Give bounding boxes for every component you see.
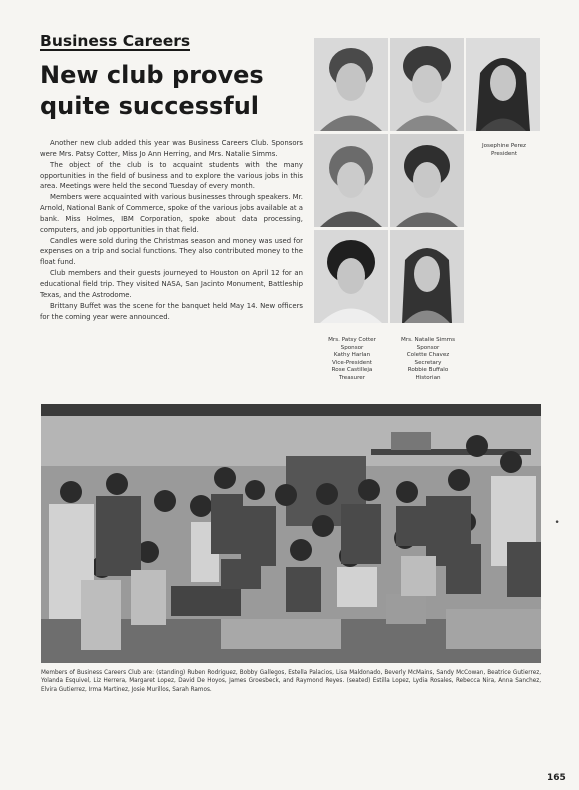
margin-mark: •: [553, 517, 563, 529]
caption-line: Historian: [415, 374, 441, 381]
portrait-josephine-perez: [466, 38, 540, 131]
article-paragraph: The object of the club is to acquaint students with the many opportunities in the field of business and to explore the various jobs in this area. Meetings were held the second Tuesday of every month.: [40, 160, 303, 191]
section-heading: Business Careers: [40, 32, 191, 50]
caption-line: Rose Castilleja: [331, 367, 373, 374]
article-paragraph: Another new club added this year was Business Careers Club. Sponsors were Mrs. Patsy Cotter, Miss Jo Ann Herring, and Mrs. Natalie Simms.: [40, 139, 303, 158]
caption-line: Vice-President: [332, 359, 372, 366]
caption-line: President: [490, 150, 518, 157]
caption-middle-column: [390, 337, 466, 383]
portrait-rose-castilleja: [314, 230, 388, 323]
caption-line: Sponsor: [340, 344, 364, 351]
article-paragraph: Candles were sold during the Christmas season and money was used for expenses on a trip and social functions. They also contributed money to the float fund.: [40, 236, 303, 267]
article-paragraph: Club members and their guests journeyed to Houston on April 12 for an educational field trip. They visited NASA, San Jacinto Monument, Battleship Texas, and the Astrodome.: [40, 269, 303, 299]
caption-line: Robbie Buffalo: [407, 367, 449, 374]
article-paragraph: Brittany Buffet was the scene for the banquet held May 14. New officers for the coming year were announced.: [40, 301, 303, 321]
portrait-robbie-buffalo: [390, 230, 464, 323]
caption-left-column: [314, 337, 390, 383]
portrait-jo-ann-herring: [390, 38, 464, 131]
caption-line: Colette Chavez: [406, 352, 450, 359]
caption-line: Josephine Perez: [481, 143, 526, 149]
caption-line: Sponsor: [416, 344, 440, 351]
headline-line-1: New club proves: [40, 61, 264, 89]
caption-line: Kathy Harlan: [333, 352, 371, 359]
group-photo: [41, 404, 541, 663]
caption-line: Secretary: [414, 359, 442, 366]
portrait-kathy-harlan: [314, 134, 388, 227]
portrait-patsy-cotter: [314, 38, 388, 131]
caption-line: Mrs. Patsy Cotter: [328, 337, 376, 343]
headline: [40, 60, 300, 122]
article-paragraph: Members were acquainted with various businesses through speakers. Mr. Arnold, National Bank of Commerce, spoke of the various jobs available at a bank. Miss Holmes, IBM Corporation, spoke about data processing, computers, and job opportunities in that field.: [40, 193, 303, 234]
portrait-colette-chavez: [390, 134, 464, 227]
caption-line: Treasurer: [338, 374, 366, 381]
page-number: 165: [547, 773, 566, 783]
caption-line: Mrs. Natalie Simms: [400, 337, 456, 343]
article-body: [40, 138, 303, 322]
headline-line-2: quite successful: [40, 92, 260, 120]
group-photo-caption: Members of Business Careers Club are: (standing) Ruben Rodriguez, Bobby Gallegos, Estella Palacios, Lisa Maldonado, Beverly McMains, Sandy McCowan, Beatrice Gutierrez, Yolanda Esquivel, Liz Herrera, Margaret Lopez, David De Hoyos, James Groesbeck, and Raymond Reyes. (seated) Estilla Lopez, Lydia Rosales, Rebecca Nira, Anna Sanchez, Elvira Gutierrez, Irma Martinez, Josie Murillos, Sarah Ramos.: [41, 670, 541, 693]
caption-president: [468, 143, 540, 158]
